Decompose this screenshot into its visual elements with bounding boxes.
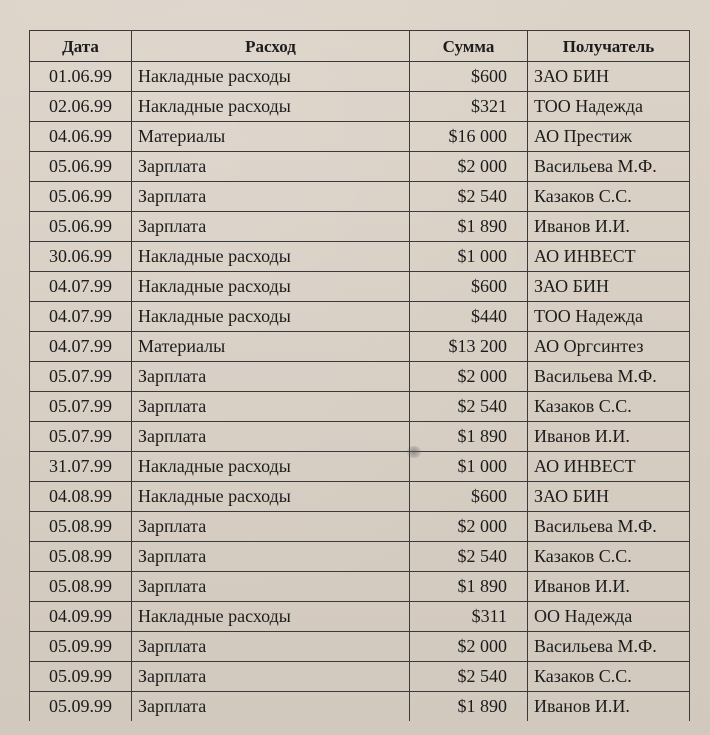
cell-amount: $2 000 bbox=[410, 152, 528, 182]
table-row bbox=[30, 212, 690, 242]
scan-speck bbox=[407, 446, 421, 458]
cell-date: 30.06.99 bbox=[30, 242, 132, 272]
cell-amount: $2 540 bbox=[410, 182, 528, 212]
cell-expense: Зарплата bbox=[132, 152, 410, 182]
cell-recipient: АО ИНВЕСТ bbox=[528, 242, 690, 272]
table-body bbox=[30, 62, 690, 722]
cell-expense: Зарплата bbox=[132, 662, 410, 692]
cell-recipient: Васильева М.Ф. bbox=[528, 632, 690, 662]
table-row bbox=[30, 422, 690, 452]
cell-date: 31.07.99 bbox=[30, 452, 132, 482]
table-row bbox=[30, 512, 690, 542]
cell-recipient: ТОО Надежда bbox=[528, 92, 690, 122]
table-row bbox=[30, 62, 690, 92]
cell-date: 04.08.99 bbox=[30, 482, 132, 512]
table-row bbox=[30, 182, 690, 212]
cell-date: 04.06.99 bbox=[30, 122, 132, 152]
cell-expense: Накладные расходы bbox=[132, 272, 410, 302]
cell-expense: Накладные расходы bbox=[132, 302, 410, 332]
cell-recipient: Казаков С.С. bbox=[528, 662, 690, 692]
cell-amount: $13 200 bbox=[410, 332, 528, 362]
cell-date: 05.06.99 bbox=[30, 212, 132, 242]
cell-recipient: АО ИНВЕСТ bbox=[528, 452, 690, 482]
cell-recipient: АО Оргсинтез bbox=[528, 332, 690, 362]
cell-amount: $1 000 bbox=[410, 452, 528, 482]
cell-recipient: Иванов И.И. bbox=[528, 422, 690, 452]
cell-amount: $600 bbox=[410, 62, 528, 92]
cell-date: 05.09.99 bbox=[30, 662, 132, 692]
table-row bbox=[30, 122, 690, 152]
cell-expense: Зарплата bbox=[132, 212, 410, 242]
cell-amount: $2 540 bbox=[410, 662, 528, 692]
cell-recipient: Иванов И.И. bbox=[528, 692, 690, 722]
cell-amount: $1 890 bbox=[410, 422, 528, 452]
cell-amount: $1 890 bbox=[410, 692, 528, 722]
cell-date: 04.07.99 bbox=[30, 332, 132, 362]
header-expense: Расход bbox=[132, 31, 410, 62]
cell-recipient: Васильева М.Ф. bbox=[528, 152, 690, 182]
table-row bbox=[30, 602, 690, 632]
table-row bbox=[30, 662, 690, 692]
cell-recipient: ТОО Надежда bbox=[528, 302, 690, 332]
cell-amount: $311 bbox=[410, 602, 528, 632]
cell-recipient: АО Престиж bbox=[528, 122, 690, 152]
cell-recipient: Казаков С.С. bbox=[528, 392, 690, 422]
cell-recipient: ЗАО БИН bbox=[528, 62, 690, 92]
cell-date: 05.08.99 bbox=[30, 572, 132, 602]
cell-date: 05.06.99 bbox=[30, 152, 132, 182]
cell-amount: $1 890 bbox=[410, 572, 528, 602]
cell-expense: Зарплата bbox=[132, 182, 410, 212]
cell-recipient: ОО Надежда bbox=[528, 602, 690, 632]
cell-recipient: ЗАО БИН bbox=[528, 272, 690, 302]
cell-expense: Зарплата bbox=[132, 512, 410, 542]
cell-expense: Накладные расходы bbox=[132, 242, 410, 272]
cell-amount: $1 890 bbox=[410, 212, 528, 242]
cell-expense: Материалы bbox=[132, 332, 410, 362]
cell-date: 05.09.99 bbox=[30, 632, 132, 662]
table-row bbox=[30, 452, 690, 482]
cell-expense: Накладные расходы bbox=[132, 602, 410, 632]
cell-date: 05.09.99 bbox=[30, 692, 132, 722]
cell-recipient: Васильева М.Ф. bbox=[528, 362, 690, 392]
cell-amount: $2 000 bbox=[410, 362, 528, 392]
cell-date: 04.09.99 bbox=[30, 602, 132, 632]
table-row bbox=[30, 542, 690, 572]
cell-amount: $2 540 bbox=[410, 542, 528, 572]
cell-expense: Зарплата bbox=[132, 392, 410, 422]
expenses-table bbox=[29, 30, 690, 721]
table-row bbox=[30, 242, 690, 272]
table-row bbox=[30, 152, 690, 182]
cell-date: 05.07.99 bbox=[30, 392, 132, 422]
cell-recipient: Казаков С.С. bbox=[528, 542, 690, 572]
cell-amount: $600 bbox=[410, 482, 528, 512]
cell-expense: Зарплата bbox=[132, 692, 410, 722]
expenses-table-container bbox=[29, 30, 689, 721]
header-recipient: Получатель bbox=[528, 31, 690, 62]
header-date: Дата bbox=[30, 31, 132, 62]
table-row bbox=[30, 332, 690, 362]
cell-recipient: Иванов И.И. bbox=[528, 572, 690, 602]
cell-expense: Накладные расходы bbox=[132, 92, 410, 122]
cell-date: 02.06.99 bbox=[30, 92, 132, 122]
cell-recipient: Васильева М.Ф. bbox=[528, 512, 690, 542]
header-amount: Сумма bbox=[410, 31, 528, 62]
cell-amount: $321 bbox=[410, 92, 528, 122]
cell-date: 05.07.99 bbox=[30, 422, 132, 452]
table-row bbox=[30, 302, 690, 332]
cell-date: 05.08.99 bbox=[30, 542, 132, 572]
cell-expense: Зарплата bbox=[132, 542, 410, 572]
cell-amount: $2 000 bbox=[410, 632, 528, 662]
table-row bbox=[30, 272, 690, 302]
table-row bbox=[30, 482, 690, 512]
cell-amount: $16 000 bbox=[410, 122, 528, 152]
cell-date: 04.07.99 bbox=[30, 272, 132, 302]
table-row bbox=[30, 632, 690, 662]
cell-expense: Материалы bbox=[132, 122, 410, 152]
cell-date: 04.07.99 bbox=[30, 302, 132, 332]
table-row bbox=[30, 392, 690, 422]
cell-date: 01.06.99 bbox=[30, 62, 132, 92]
cell-expense: Зарплата bbox=[132, 572, 410, 602]
header-row bbox=[30, 31, 690, 62]
cell-expense: Накладные расходы bbox=[132, 452, 410, 482]
table-row bbox=[30, 362, 690, 392]
cell-amount: $440 bbox=[410, 302, 528, 332]
cell-amount: $2 540 bbox=[410, 392, 528, 422]
cell-recipient: Иванов И.И. bbox=[528, 212, 690, 242]
cell-amount: $2 000 bbox=[410, 512, 528, 542]
cell-date: 05.06.99 bbox=[30, 182, 132, 212]
cell-recipient: ЗАО БИН bbox=[528, 482, 690, 512]
cell-expense: Зарплата bbox=[132, 422, 410, 452]
cell-amount: $600 bbox=[410, 272, 528, 302]
cell-expense: Зарплата bbox=[132, 632, 410, 662]
cell-amount: $1 000 bbox=[410, 242, 528, 272]
table-row bbox=[30, 692, 690, 722]
cell-expense: Накладные расходы bbox=[132, 62, 410, 92]
cell-date: 05.07.99 bbox=[30, 362, 132, 392]
cell-expense: Накладные расходы bbox=[132, 482, 410, 512]
table-row bbox=[30, 572, 690, 602]
cell-expense: Зарплата bbox=[132, 362, 410, 392]
table-row bbox=[30, 92, 690, 122]
cell-date: 05.08.99 bbox=[30, 512, 132, 542]
table-header bbox=[30, 31, 690, 62]
cell-recipient: Казаков С.С. bbox=[528, 182, 690, 212]
